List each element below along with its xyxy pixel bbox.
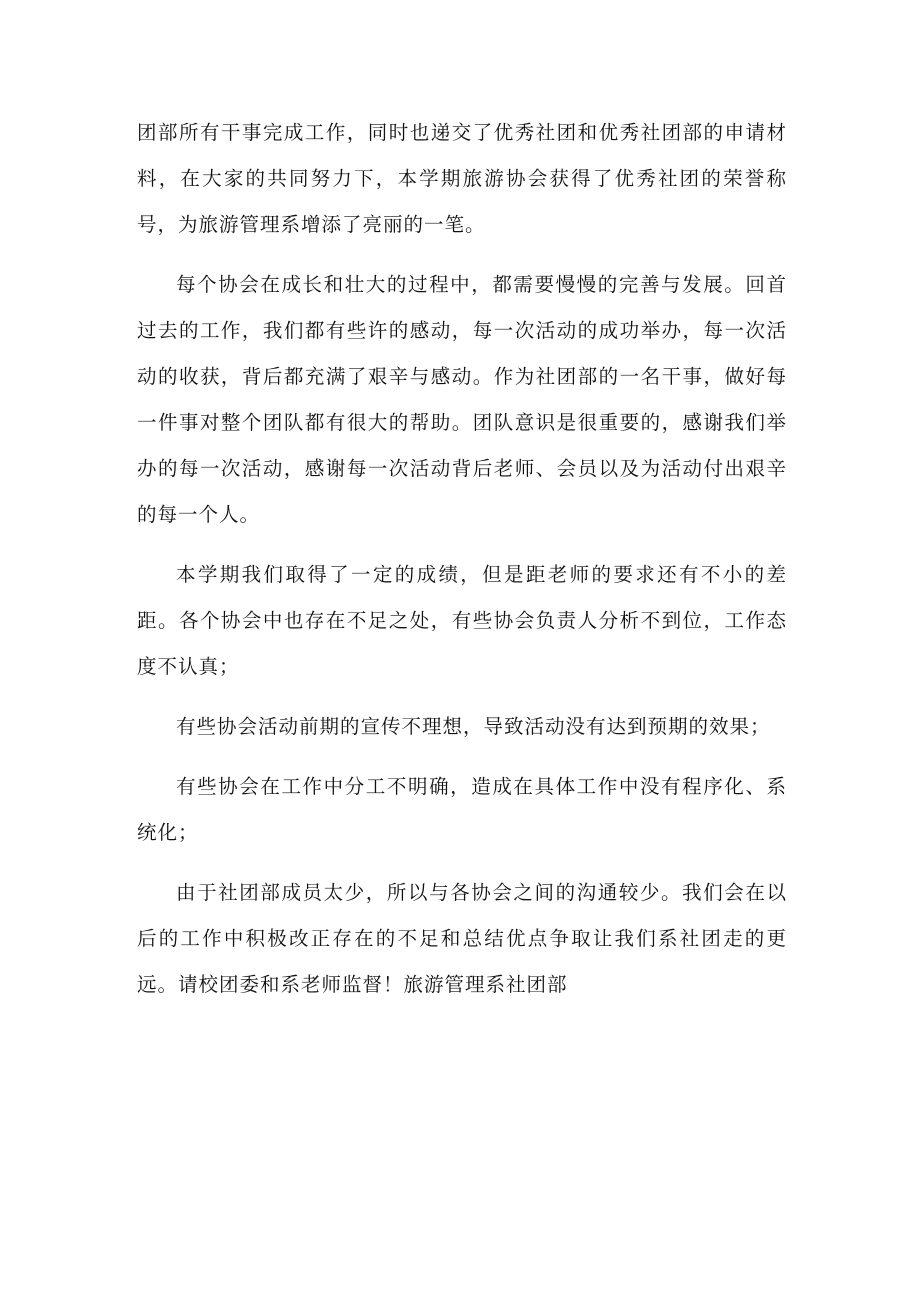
paragraph-conclusion: 由于社团部成员太少，所以与各协会之间的沟通较少。我们会在以后的工作中积极改正存在的不足和总结优点争取让我们系社团走的更远。请校团委和系老师监督！旅游管理系社团部: [137, 881, 787, 996]
document-body: [137, 110, 787, 1022]
paragraph-shortcomings: 本学期我们取得了一定的成绩，但是距老师的要求还有不小的差距。各个协会中也存在不足之处，有些协会负责人分析不到位，工作态度不认真；: [137, 563, 787, 678]
paragraph-continuation: 团部所有干事完成工作，同时也递交了优秀社团和优秀社团部的申请材料，在大家的共同努力下，本学期旅游协会获得了优秀社团的荣誉称号，为旅游管理系增添了亮丽的一笔。: [137, 121, 787, 236]
paragraph-reflection: 每个协会在成长和壮大的过程中，都需要慢慢的完善与发展。回首过去的工作，我们都有些许的感动，每一次活动的成功举办，每一次活动的收获，背后都充满了艰辛与感动。作为社团部的一名干事，做好每一件事对整个团队都有很大的帮助。团队意识是很重要的，感谢我们举办的每一次活动，感谢每一次活动背后老师、会员以及为活动付出艰辛的每一个人。: [137, 273, 787, 526]
paragraph-publicity: 有些协会活动前期的宣传不理想，导致活动没有达到预期的效果；: [176, 715, 771, 738]
paragraph-division-of-work: 有些协会在工作中分工不明确，造成在具体工作中没有程序化、系统化；: [137, 775, 787, 844]
